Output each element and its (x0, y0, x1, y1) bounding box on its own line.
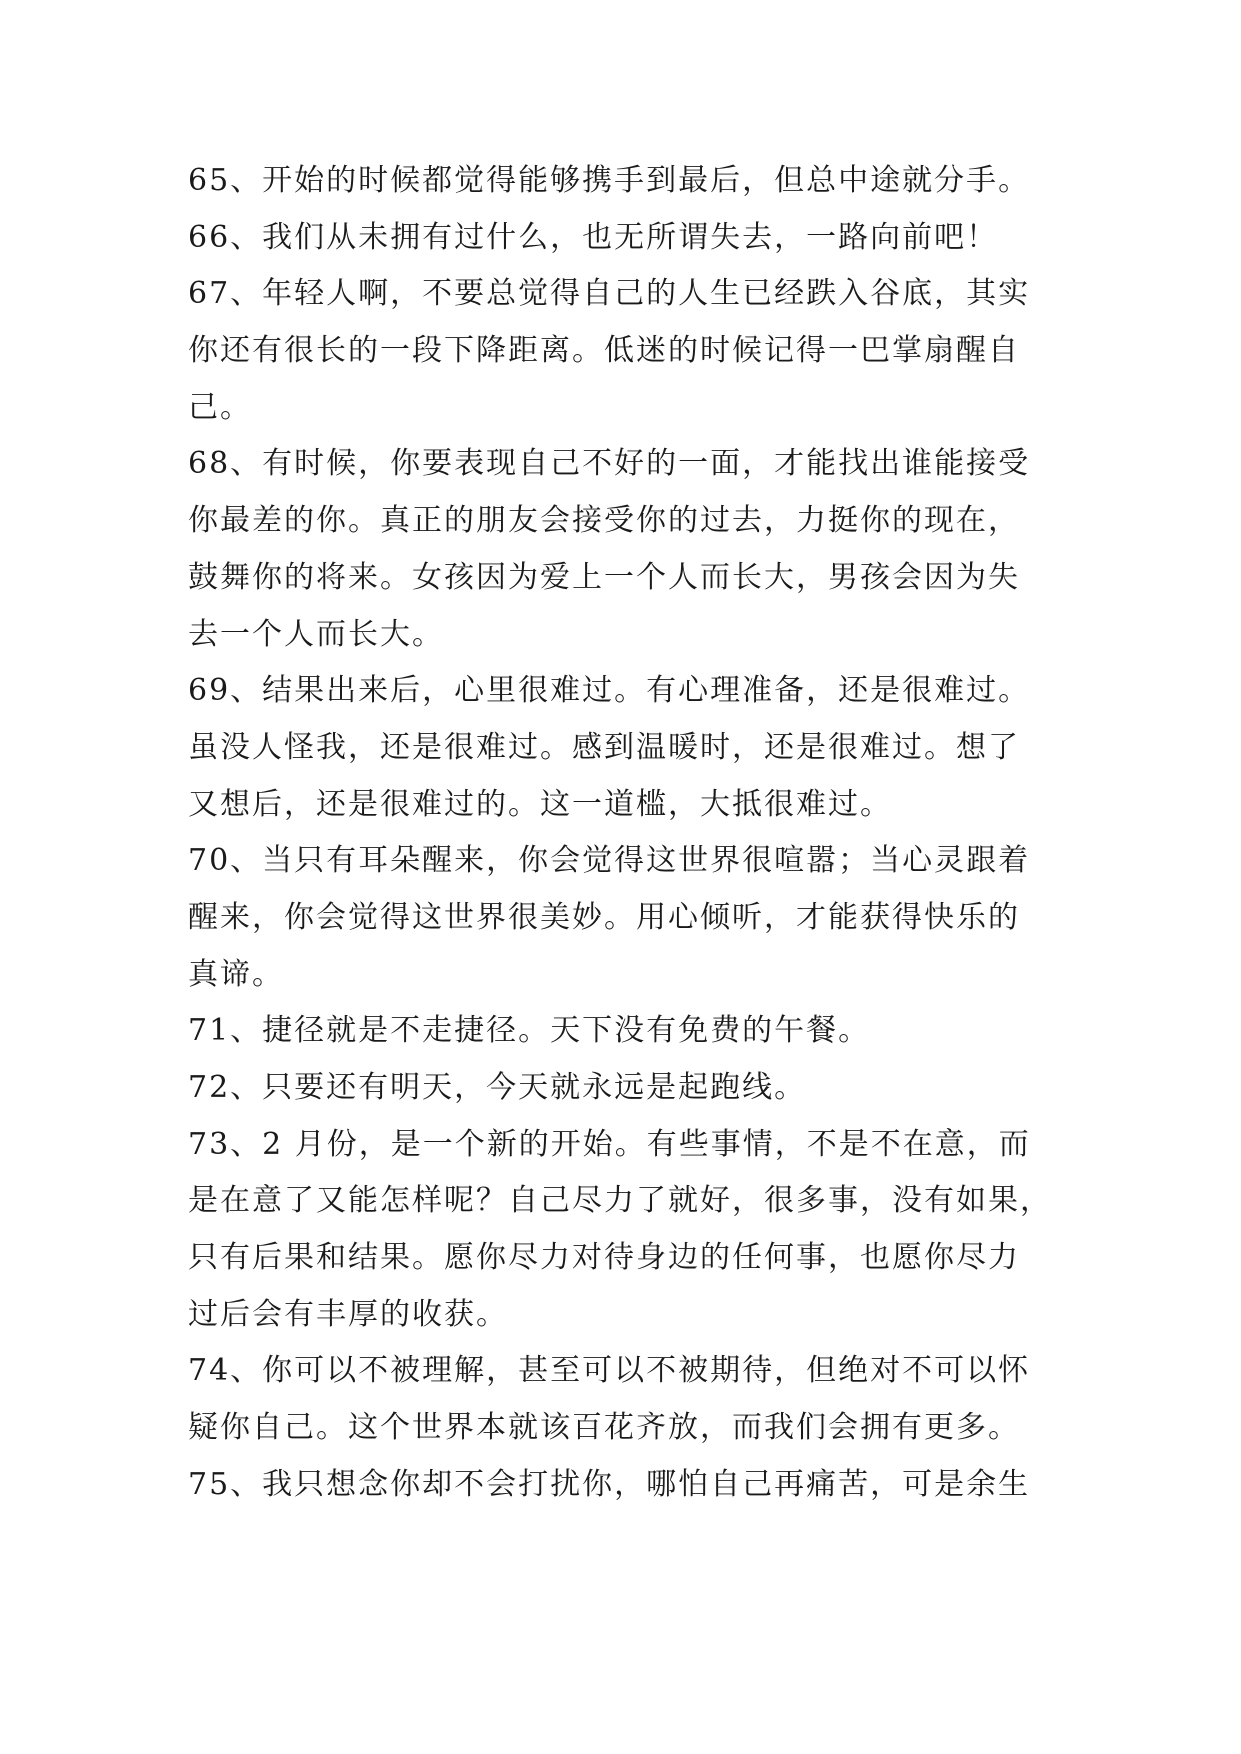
text-line: 己。 (188, 389, 252, 425)
text-line: 真谛。 (188, 956, 284, 992)
text-line: 75、我只想念你却不会打扰你，哪怕自己再痛苦，可是余生 (188, 1466, 1031, 1502)
text-line: 67、年轻人啊，不要总觉得自己的人生已经跌入谷底，其实 (188, 276, 1031, 312)
text-line: 虽没人怪我，还是很难过。感到温暖时，还是很难过。想了 (188, 729, 1020, 765)
text-line: 65、开始的时候都觉得能够携手到最后，但总中途就分手。 (188, 163, 1031, 198)
text-line: 醒来，你会觉得这世界很美妙。用心倾听，才能获得快乐的 (188, 899, 1020, 935)
text-line: 74、你可以不被理解，甚至可以不被期待，但绝对不可以怀 (188, 1353, 1031, 1389)
text-line: 70、当只有耳朵醒来，你会觉得这世界很喧嚣；当心灵跟着 (188, 843, 1031, 879)
text-line: 你最差的你。真正的朋友会接受你的过去，力挺你的现在， (188, 503, 1020, 539)
text-line: 去一个人而长大。 (188, 616, 444, 652)
text-line: 是在意了又能怎样呢？自己尽力了就好，很多事，没有如果， (188, 1183, 1052, 1219)
text-line: 72、只要还有明天，今天就永远是起跑线。 (188, 1070, 807, 1105)
text-line: 66、我们从未拥有过什么，也无所谓失去，一路向前吧！ (188, 219, 999, 255)
text-line: 过后会有丰厚的收获。 (188, 1296, 508, 1332)
document-body (188, 153, 1088, 1514)
text-line: 73、2 月份，是一个新的开始。有些事情，不是不在意，而 (188, 1126, 1031, 1162)
text-line: 鼓舞你的将来。女孩因为爱上一个人而长大，男孩会因为失 (188, 559, 1020, 595)
text-line: 69、结果出来后，心里很难过。有心理准备，还是很难过。 (188, 673, 1031, 709)
text-line: 你还有很长的一段下降距离。低迷的时候记得一巴掌扇醒自 (188, 333, 1020, 369)
text-line: 又想后，还是很难过的。这一道槛，大抵很难过。 (188, 786, 892, 822)
text-line: 71、捷径就是不走捷径。天下没有免费的午餐。 (188, 1013, 871, 1049)
text-line: 68、有时候，你要表现自己不好的一面，才能找出谁能接受 (188, 446, 1031, 482)
text-line: 疑你自己。这个世界本就该百花齐放，而我们会拥有更多。 (188, 1410, 1020, 1446)
text-line: 只有后果和结果。愿你尽力对待身边的任何事，也愿你尽力 (188, 1240, 1020, 1276)
